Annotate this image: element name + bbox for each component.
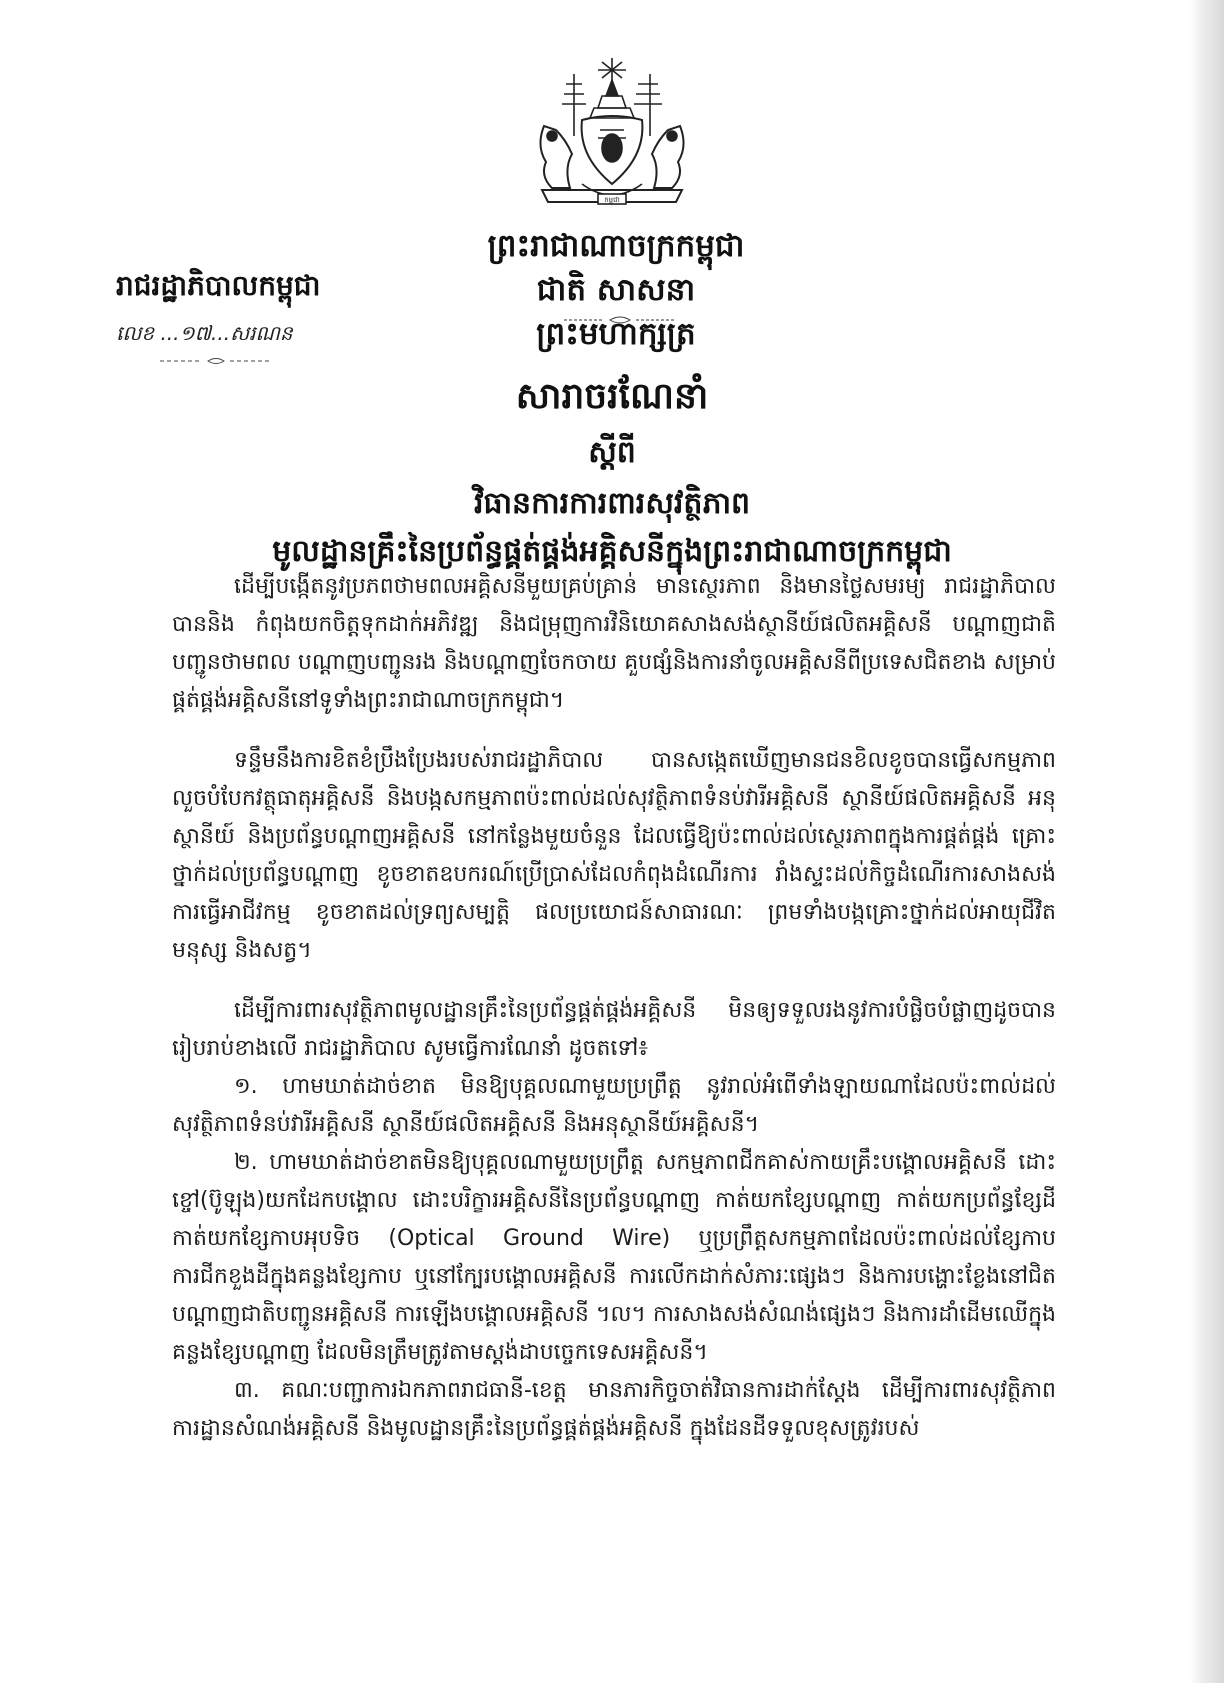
paragraph-problem: ទន្ទឹមនឹងការខិតខំប្រឹងប្រែងរបស់រាជរដ្ឋាភិបាល បានសង្កេតឃើញមានជនខិលខូចបានធ្វើសកម្មភាព លួចបំបែកវត្ថុធាតុអគ្គិសនី និងបង្កសកម្មភាពប៉ះពាល់ដល់សុវត្ថិភាពទំនប់វារីអគ្គិសនី ស្ថានីយ៍ផលិតអគ្គិសនី អនុស្ថានីយ៍ និងប្រព័ន្ធបណ្តាញអគ្គិសនី នៅកន្លែងមួយចំនួន ដែលធ្វើឱ្យប៉ះពាល់ដល់ស្ថេរភាពក្នុងការផ្គត់ផ្គង់ គ្រោះថ្នាក់ដល់ប្រព័ន្ធបណ្តាញ ខូចខាតឧបករណ៍ប្រើប្រាស់ដែលកំពុងដំណើរការ រាំងស្ទះដល់កិច្ចដំណើរការសាងសង់ ការធ្វើអាជីវកម្ម ខូចខាតដល់ទ្រព្យសម្បត្តិ ផលប្រយោជន៍សាធារណៈ ព្រមទាំងបង្កគ្រោះថ្នាក់ដល់អាយុជីវិតមនុស្ស និងសត្វ។ (172, 748, 1056, 963)
instruction-item-3: ៣. គណៈបញ្ជាការឯកភាពរាជធានី-ខេត្ត មានភារកិច្ចចាត់វិធានការដាក់ស្តែង ដើម្បីការពារសុវត្ថិភាពការដ្ឋានសំណង់អគ្គិសនី និងមូលដ្ឋានគ្រឹះនៃប្រព័ន្ធផ្គត់ផ្គង់អគ្គិសនី ក្នុងដែនដីទទួលខុសត្រូវរបស់ (172, 1378, 1056, 1441)
paragraph-intro: ដើម្បីបង្កើតនូវប្រភពថាមពលអគ្គិសនីមួយគ្រប់គ្រាន់ មានស្ថេរភាព និងមានថ្លៃសមរម្យ រាជរដ្ឋាភិបាល បាននិង កំពុងយកចិត្តទុកដាក់អភិវឌ្ឍ និងជម្រុញការវិនិយោគសាងសង់ស្ថានីយ៍ផលិតអគ្គិសនី បណ្តាញជាតិបញ្ជូនថាមពល បណ្តាញបញ្ជូនរង និងបណ្តាញចែកចាយ គួបផ្សំនិងការនាំចូលអគ្គិសនីពីប្រទេសជិតខាង សម្រាប់ផ្គត់ផ្គង់អគ្គិសនីនៅទូទាំងព្រះរាជាណាចក្រកម្ពុជា។ (172, 574, 1056, 713)
national-motto: ជាតិ សាសនា ព្រះមហាក្សត្រ (536, 272, 696, 352)
document-number: លេខ ...១៧...សរណន (116, 321, 293, 345)
kingdom-name: ព្រះរាជាណាចក្រកម្ពុជា (487, 228, 745, 264)
scanned-page-edge (1190, 0, 1224, 1683)
title-circular: សារាចរណែនាំ (515, 376, 709, 417)
paragraph-instruction: ដើម្បីការពារសុវត្ថិភាពមូលដ្ឋានគ្រឹះនៃប្រព័ន្ធផ្គត់ផ្គង់អគ្គិសនី មិនឲ្យទទួលរងនូវការបំផ្លិចបំផ្លាញដូចបានរៀបរាប់ខាងលើ រាជរដ្ឋាភិបាល សូមធ្វើការណែនាំ ដូចតទៅ៖ (172, 998, 1056, 1061)
title-scope: មូលដ្ឋានគ្រឹះនៃប្រព័ន្ធផ្គត់ផ្គង់អគ្គិសនីក្នុងព្រះរាជាណាចក្រកម្ពុជា (272, 534, 952, 569)
instruction-item-2: ២. ហាមឃាត់ដាច់ខាតមិនឱ្យបុគ្គលណាមួយប្រព្រឹត្ត សកម្មភាពជីកគាស់កាយគ្រឹះបង្គោលអគ្គិសនី ដោះខ្ចៅ(ប៊ូឡុង)យកដែកបង្គោល ដោះបរិក្ខារអគ្គិសនីនៃប្រព័ន្ធបណ្តាញ កាត់យកខ្សែបណ្តាញ កាត់យកប្រព័ន្ធខ្សែដី កាត់យកខ្សែកាបអុបទិច (Optical Ground Wire) ឬប្រព្រឹត្តសកម្មភាពដែលប៉ះពាល់ដល់ខ្សែកាប ការជីកខួងដីក្នុងគន្លងខ្សែកាប ឬនៅក្បែរបង្គោលអគ្គិសនី ការលើកដាក់សំភារៈផ្សេងៗ និងការបង្ហោះខ្លែងនៅជិតបណ្តាញជាតិបញ្ជូនអគ្គិសនី ការឡើងបង្គោលអគ្គិសនី ។ល។ ការសាងសង់សំណង់ផ្សេងៗ និងការដាំដើមឈើក្នុងគន្លងខ្សែបណ្តាញ ដែលមិនត្រឹមត្រូវតាមស្តង់ដាបច្ចេកទេសអគ្គិសនី។ (172, 1150, 1056, 1365)
document-body (172, 568, 1056, 1448)
svg-text:កម្ពុជា: កម្ពុជា (604, 196, 620, 204)
kingdom-heading (456, 224, 776, 356)
issuing-authority: រាជរដ្ឋាភិបាលកម្ពុជា (116, 269, 321, 302)
royal-emblem (522, 56, 702, 218)
title-subject: វិធានការការពារសុវត្ថិភាព (473, 486, 751, 521)
motto-ornament (560, 314, 680, 326)
authority-ornament (156, 356, 276, 366)
instruction-item-1: ១. ហាមឃាត់ដាច់ខាត មិនឱ្យបុគ្គលណាមួយប្រព្រឹត្ត នូវរាល់អំពើទាំងឡាយណាដែលប៉ះពាល់ដល់សុវត្ថិភាពទំនប់វារីអគ្គិសនី ស្ថានីយ៍ផលិតអគ្គិសនី និងអនុស្ថានីយ៍អគ្គិសនី។ (172, 1074, 1056, 1137)
document-title (150, 368, 1074, 576)
title-on: ស្តីពី (588, 435, 636, 470)
